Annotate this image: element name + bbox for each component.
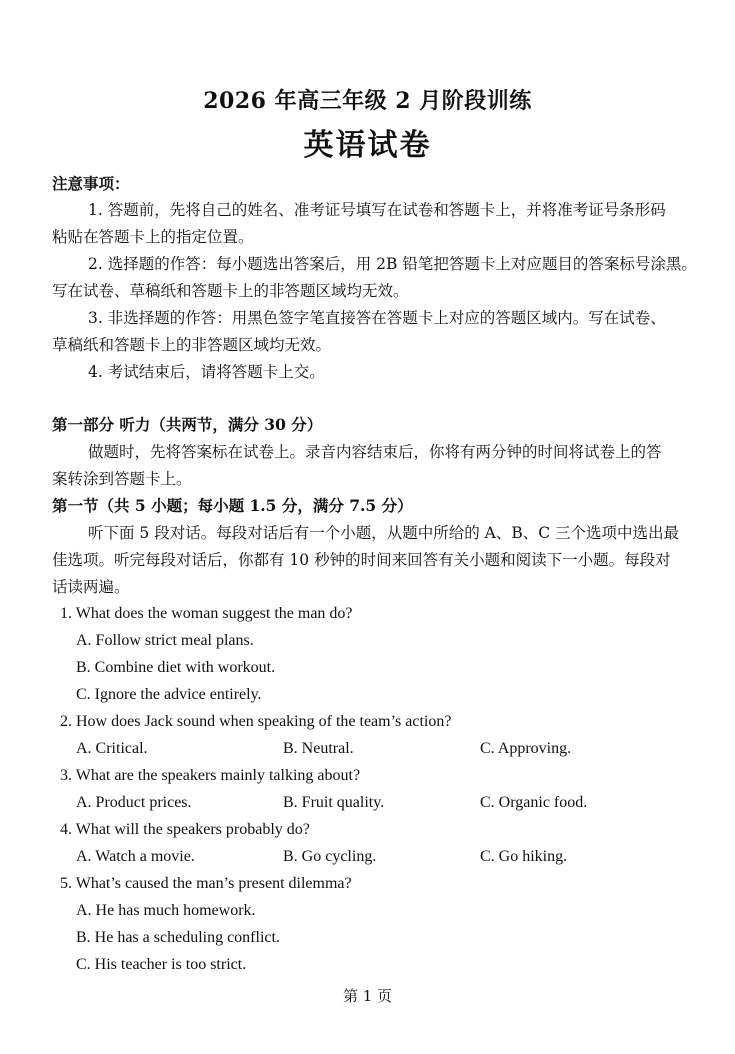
subject-title: 英语试卷	[303, 128, 432, 163]
section1-heading: 第一节（共 5 小题；每小题 1.5 分，满分 7.5 分）	[52, 496, 413, 515]
question-3-option-b: B. Fruit quality.	[283, 794, 385, 811]
section1-intro-cont2: 话读两遍。	[52, 578, 130, 596]
question-2-option-b: B. Neutral.	[283, 740, 354, 757]
question-3-option-a: A. Product prices.	[76, 794, 192, 811]
question-3-option-c: C. Organic food.	[480, 794, 588, 811]
notice-heading: 注意事项：	[52, 174, 130, 193]
exam-title: 2026 年高三年级 2 月阶段训练	[203, 88, 532, 114]
question-4-option-b: B. Go cycling.	[283, 848, 377, 865]
page-number: 第 1 页	[342, 987, 393, 1005]
notice-item-3: 3. 非选择题的作答：用黑色签字笔直接答在答题卡上对应的答题区域内。写在试卷、	[88, 309, 666, 327]
notice-item-2: 2. 选择题的作答：每小题选出答案后，用 2B 铅笔把答题卡上对应题目的答案标号涂黑。	[88, 255, 697, 273]
question-5-option-a: A. He has much homework.	[76, 902, 256, 919]
question-4-option-a: A. Watch a movie.	[76, 848, 195, 865]
notice-item-2-cont: 写在试卷、草稿纸和答题卡上的非答题区域均无效。	[52, 282, 409, 300]
question-4-option-c: C. Go hiking.	[480, 848, 568, 865]
section1-intro-cont: 佳选项。听完每段对话后，你都有 10 秒钟的时间来回答有关小题和阅读下一小题。每段对	[52, 551, 671, 569]
notice-item-1-cont: 粘贴在答题卡上的指定位置。	[52, 228, 254, 246]
notice-item-3-cont: 草稿纸和答题卡上的非答题区域均无效。	[52, 336, 332, 354]
part1-intro-cont: 案转涂到答题卡上。	[52, 470, 192, 488]
question-1-stem: 1. What does the woman suggest the man do?	[60, 605, 353, 622]
notice-item-4: 4. 考试结束后，请将答题卡上交。	[88, 363, 325, 381]
question-3-stem: 3. What are the speakers mainly talking about?	[60, 767, 361, 784]
section1-intro: 听下面 5 段对话。每段对话后有一个小题，从题中所给的 A、B、C 三个选项中选出最	[88, 524, 680, 542]
question-5-option-b: B. He has a scheduling conflict.	[76, 929, 280, 946]
notice-item-1: 1. 答题前，先将自己的姓名、准考证号填写在试卷和答题卡上，并将准考证号条形码	[88, 201, 666, 219]
question-5-stem: 5. What’s caused the man’s present dilemma?	[60, 875, 352, 892]
question-2-option-c: C. Approving.	[480, 740, 572, 757]
question-1-option-b: B. Combine diet with workout.	[76, 659, 276, 676]
question-4-stem: 4. What will the speakers probably do?	[60, 821, 310, 838]
question-1-option-c: C. Ignore the advice entirely.	[76, 686, 262, 703]
part1-intro: 做题时，先将答案标在试卷上。录音内容结束后，你将有两分钟的时间将试卷上的答	[88, 443, 662, 461]
question-1-option-a: A. Follow strict meal plans.	[76, 632, 254, 649]
part1-heading: 第一部分 听力（共两节，满分 30 分）	[52, 415, 323, 434]
question-5-option-c: C. His teacher is too strict.	[76, 956, 247, 973]
question-2-option-a: A. Critical.	[76, 740, 148, 757]
question-2-stem: 2. How does Jack sound when speaking of the team’s action?	[60, 713, 452, 730]
